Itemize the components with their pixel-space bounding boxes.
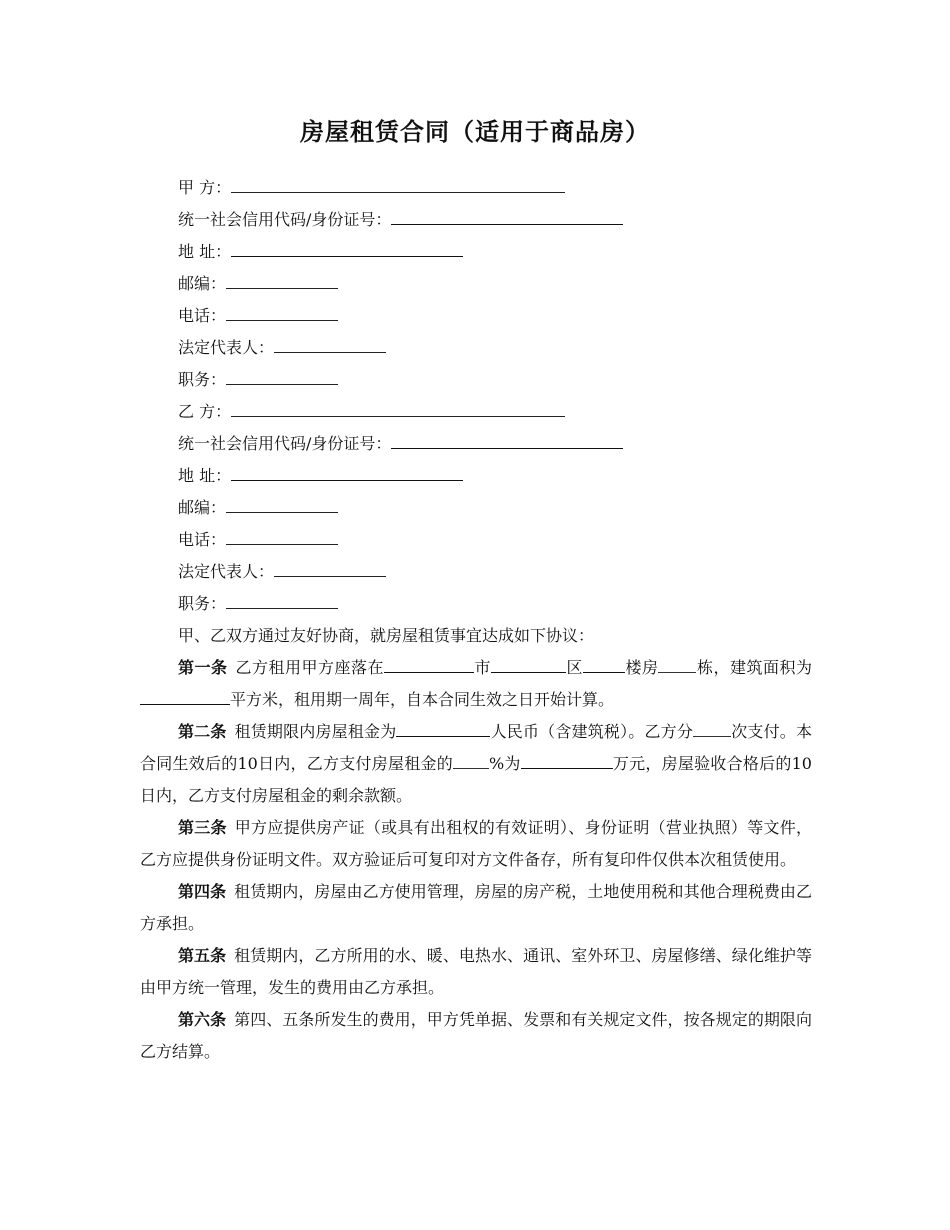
building-blank[interactable] bbox=[583, 658, 625, 673]
article-6 bbox=[140, 1004, 812, 1068]
party-a-credit-blank[interactable] bbox=[391, 210, 623, 225]
party-b-postcode-blank[interactable] bbox=[226, 498, 338, 513]
city-location-blank[interactable] bbox=[384, 658, 474, 673]
article-1-text-6: 平方米，租用期一周年，自本合同生效之日开始计算。 bbox=[230, 690, 615, 709]
rent-amount-blank[interactable] bbox=[396, 722, 490, 737]
article-3-text: 甲方应提供房产证（或具有出租权的有效证明）、身份证明（营业执照）等文件，乙方应提供身份证明文件。双方验证后可复印对方文件备存，所有复印件仅供本次租赁使用。 bbox=[140, 818, 812, 869]
article-1-text-4: 楼房 bbox=[624, 658, 659, 677]
party-a-name-line bbox=[178, 178, 565, 198]
installments-blank[interactable] bbox=[693, 722, 731, 737]
article-2-text-1: 租赁期限内房屋租金为 bbox=[234, 722, 397, 741]
article-6-text: 第四、五条所发生的费用，甲方凭单据、发票和有关规定文件，按各规定的期限向乙方结算。 bbox=[140, 1010, 812, 1061]
party-b-credit-blank[interactable] bbox=[391, 434, 623, 449]
deposit-amount-blank[interactable] bbox=[521, 754, 613, 769]
article-1-heading: 第一条 bbox=[178, 658, 228, 677]
party-b-position-line bbox=[178, 594, 338, 614]
party-b-phone-line bbox=[178, 530, 338, 550]
article-3 bbox=[140, 812, 812, 876]
area-blank[interactable] bbox=[140, 690, 230, 705]
party-b-credit-line bbox=[178, 434, 623, 454]
article-6-heading: 第六条 bbox=[178, 1010, 227, 1029]
party-a-phone-label: 电话： bbox=[178, 306, 227, 325]
party-a-postcode-line bbox=[178, 274, 338, 294]
district-blank[interactable] bbox=[491, 658, 566, 673]
article-2-text-2: 人民币（含建筑税）。乙方分 bbox=[490, 722, 694, 741]
party-a-position-line bbox=[178, 370, 338, 390]
agreement-intro: 甲、乙双方通过友好协商，就房屋租赁事宜达成如下协议： bbox=[178, 626, 595, 645]
party-b-address-line bbox=[178, 466, 463, 486]
article-4-heading: 第四条 bbox=[178, 882, 227, 901]
party-a-credit-label: 统一社会信用代码/身份证号： bbox=[178, 210, 392, 229]
party-a-phone-blank[interactable] bbox=[226, 306, 338, 321]
article-5-heading: 第五条 bbox=[178, 946, 227, 965]
party-b-name-blank[interactable] bbox=[231, 402, 565, 417]
document-title: 房屋租赁合同（适用于商品房） bbox=[300, 118, 650, 146]
party-a-position-blank[interactable] bbox=[226, 370, 338, 385]
party-a-address-blank[interactable] bbox=[231, 242, 463, 257]
party-a-legal-rep-line bbox=[178, 338, 386, 358]
party-a-legal-rep-blank[interactable] bbox=[274, 338, 386, 353]
article-1 bbox=[140, 652, 812, 716]
party-b-legal-rep-line bbox=[178, 562, 386, 582]
party-b-position-blank[interactable] bbox=[226, 594, 338, 609]
article-5-text: 租赁期内，乙方所用的水、暖、电热水、通讯、室外环卫、房屋修缮、绿化维护等由甲方统一管理，发生的费用由乙方承担。 bbox=[140, 946, 812, 997]
party-b-legal-rep-blank[interactable] bbox=[274, 562, 386, 577]
article-1-text-2: 市 bbox=[473, 658, 491, 677]
party-a-phone-line bbox=[178, 306, 338, 326]
party-a-name-blank[interactable] bbox=[231, 178, 565, 193]
party-a-position-label: 职务： bbox=[178, 370, 227, 389]
article-3-heading: 第三条 bbox=[178, 818, 227, 837]
party-b-name-label: 乙 方： bbox=[178, 402, 232, 421]
party-a-legal-rep-label: 法定代表人： bbox=[178, 338, 275, 357]
article-1-text-1: 乙方租用甲方座落在 bbox=[235, 658, 384, 677]
article-2 bbox=[140, 716, 812, 812]
party-b-phone-blank[interactable] bbox=[226, 530, 338, 545]
party-b-name-line bbox=[178, 402, 565, 422]
party-a-credit-line bbox=[178, 210, 623, 230]
party-a-address-label: 地 址： bbox=[178, 242, 232, 261]
party-b-address-label: 地 址： bbox=[178, 466, 232, 485]
article-2-text-3: 次支付。本合同生效后的10日内，乙方支付房屋租金的 bbox=[140, 722, 812, 773]
article-4-text: 租赁期内，房屋由乙方使用管理，房屋的房产税，土地使用税和其他合理税费由乙方承担。 bbox=[140, 882, 812, 933]
party-b-address-blank[interactable] bbox=[231, 466, 463, 481]
contract-articles bbox=[140, 652, 812, 1068]
article-4 bbox=[140, 876, 812, 940]
article-5 bbox=[140, 940, 812, 1004]
percent-blank[interactable] bbox=[453, 754, 489, 769]
building-number-blank[interactable] bbox=[658, 658, 696, 673]
article-2-heading: 第二条 bbox=[178, 722, 227, 741]
party-a-address-line bbox=[178, 242, 463, 262]
party-a-postcode-label: 邮编： bbox=[178, 274, 227, 293]
article-2-text-4: %为 bbox=[488, 754, 521, 773]
party-a-name-label: 甲 方： bbox=[178, 178, 232, 197]
party-b-postcode-line bbox=[178, 498, 338, 518]
party-b-phone-label: 电话： bbox=[178, 530, 227, 549]
article-2-text-5: 万元，房屋验收合格后的10日内，乙方支付房屋租金的剩余款额。 bbox=[140, 754, 812, 805]
party-b-credit-label: 统一社会信用代码/身份证号： bbox=[178, 434, 392, 453]
article-1-text-3: 区 bbox=[565, 658, 583, 677]
party-b-position-label: 职务： bbox=[178, 594, 227, 613]
party-a-postcode-blank[interactable] bbox=[226, 274, 338, 289]
article-1-text-5: 栋，建筑面积为 bbox=[696, 658, 812, 677]
party-b-postcode-label: 邮编： bbox=[178, 498, 227, 517]
party-b-legal-rep-label: 法定代表人： bbox=[178, 562, 275, 581]
